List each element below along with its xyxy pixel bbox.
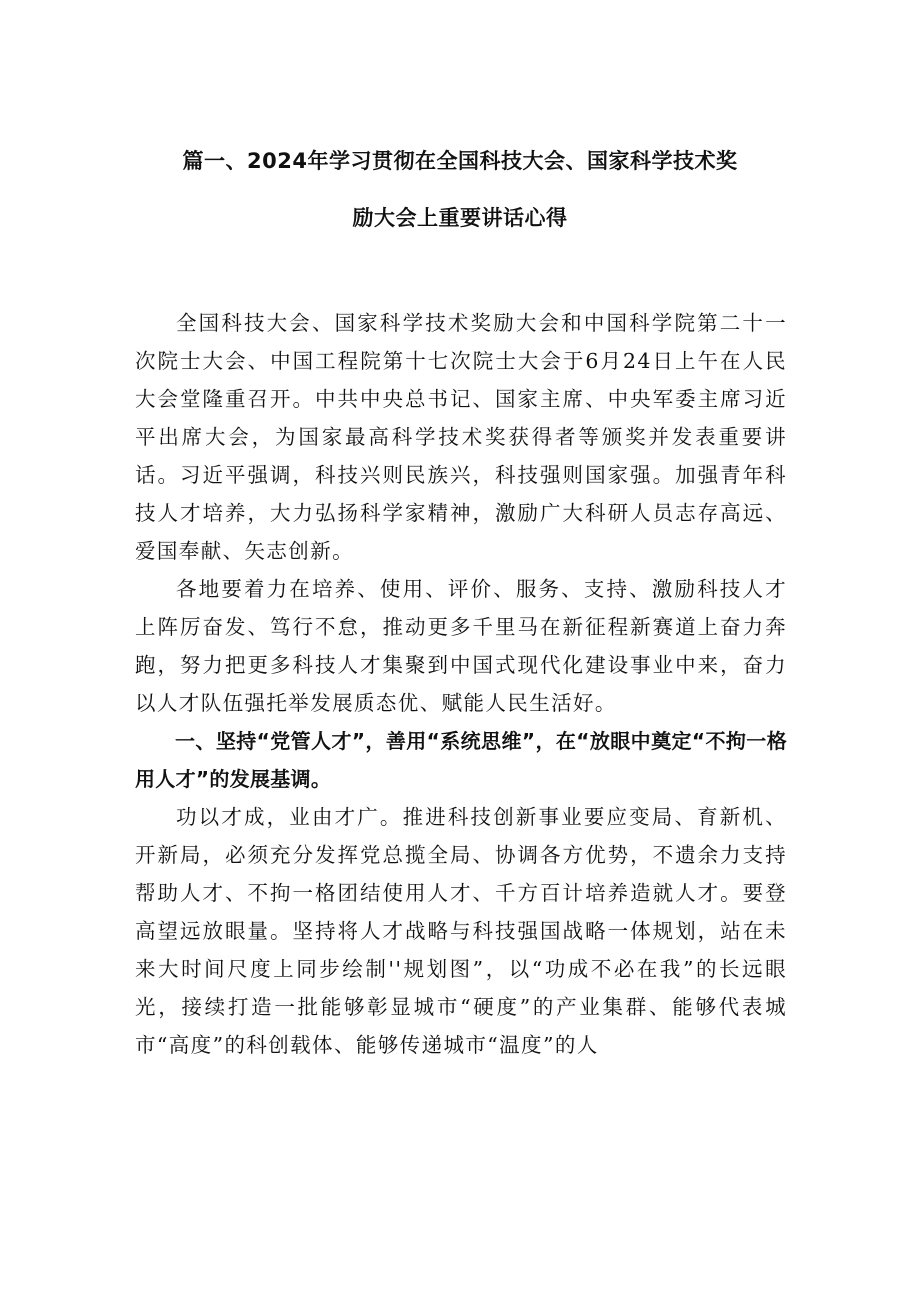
- paragraph-talent-cultivation: 各地要着力在培养、使用、评价、服务、支持、激励科技人才上阵厉奋发、笃行不怠，推动更多千里马在新征程新赛道上奋力奔跑，努力把更多科技人才集聚到中国式现代化建设事业中来，奋力以人才队伍强托举发展质态优、赋能人民生活好。: [135, 577, 787, 715]
- paragraph-section-1: 功以才成，业由才广。推进科技创新事业要应变局、育新机、开新局，必须充分发挥党总揽全局、协调各方优势，不遗余力支持帮助人才、不拘一格团结使用人才、千方百计培养造就人才。要登高望远放眼量。坚持将人才战略与科技强国战略一体规划，站在未来大时间尺度上同步绘制''规划图”，以“功成不必在我”的长远眼光，接续打造一批能够彰显城市“硬度”的产业集群、能够代表城市“高度”的科创载体、能够传递城市“温度”的人: [135, 805, 787, 1057]
- section-heading-1: 一、坚持“党管人才”，善用“系统思维”，在“放眼中奠定“不拘一格用人才”的发展基调。: [135, 729, 787, 791]
- paragraph-intro: 全国科技大会、国家科学技术奖励大会和中国科学院第二十一次院士大会、中国工程院第十七次院士大会于6月24日上午在人民大会堂隆重召开。中共中央总书记、国家主席、中央军委主席习近平出席大会，为国家最高科学技术奖获得者等颁奖并发表重要讲话。习近平强调，科技兴则民族兴，科技强则国家强。加强青年科技人才培养，大力弘扬科学家精神，激励广大科研人员志存高远、爱国奉献、矢志创新。: [135, 311, 787, 563]
- document-title-line-1: 篇一、2024年学习贯彻在全国科技大会、国家科学技术奖: [182, 149, 738, 173]
- document-title-line-2: 励大会上重要讲话心得: [352, 206, 568, 230]
- document-body: [135, 304, 787, 1064]
